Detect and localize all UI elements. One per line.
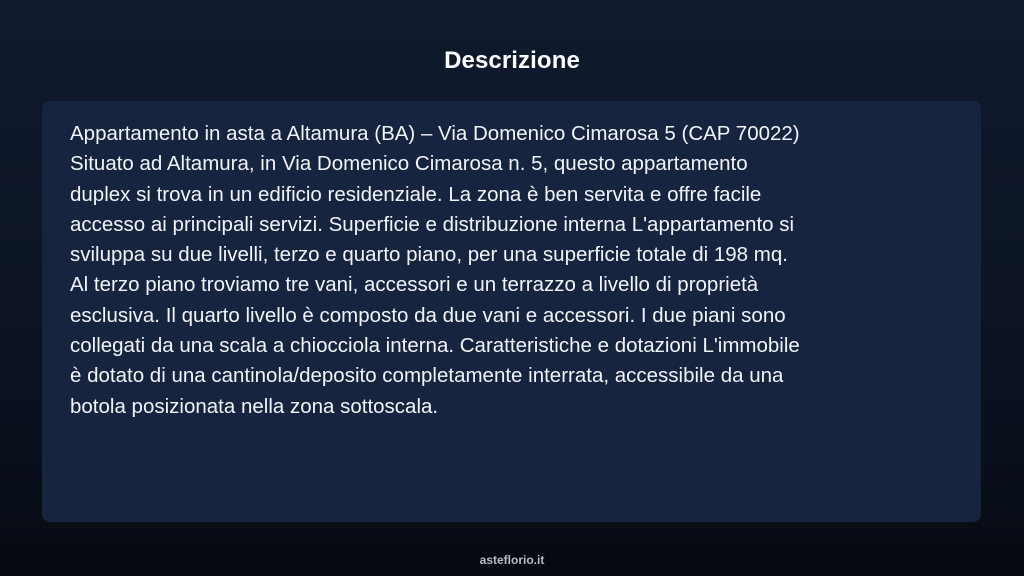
footer-site-name: asteflorio.it — [479, 553, 545, 567]
description-line: è dotato di una cantinola/deposito completamente interrata, accessibile da una — [70, 364, 784, 388]
description-line: Appartamento in asta a Altamura (BA) – Via Domenico Cimarosa 5 (CAP 70022) — [70, 122, 800, 145]
description-line: duplex si trova in un edificio residenziale. La zona è ben servita e offre facile — [70, 182, 762, 206]
description-text — [70, 119, 953, 422]
description-line: sviluppa su due livelli, terzo e quarto piano, per una superficie totale di 198 mq. — [70, 243, 788, 267]
page-title: Descrizione — [444, 47, 580, 74]
description-line: accesso ai principali servizi. Superficie e distribuzione interna L'appartamento si — [70, 212, 795, 236]
footer-bar — [0, 544, 1024, 576]
description-line: botola posizionata nella zona sottoscala. — [70, 394, 439, 418]
description-line: Al terzo piano troviamo tre vani, accessori e un terrazzo a livello di proprietà — [70, 273, 759, 297]
description-line: Situato ad Altamura, in Via Domenico Cimarosa n. 5, questo appartamento — [70, 152, 748, 176]
description-line: esclusiva. Il quarto livello è composto da due vani e accessori. I due piani sono — [70, 303, 786, 327]
description-card — [42, 101, 981, 522]
description-line: collegati da una scala a chiocciola interna. Caratteristiche e dotazioni L'immobile — [70, 334, 800, 358]
